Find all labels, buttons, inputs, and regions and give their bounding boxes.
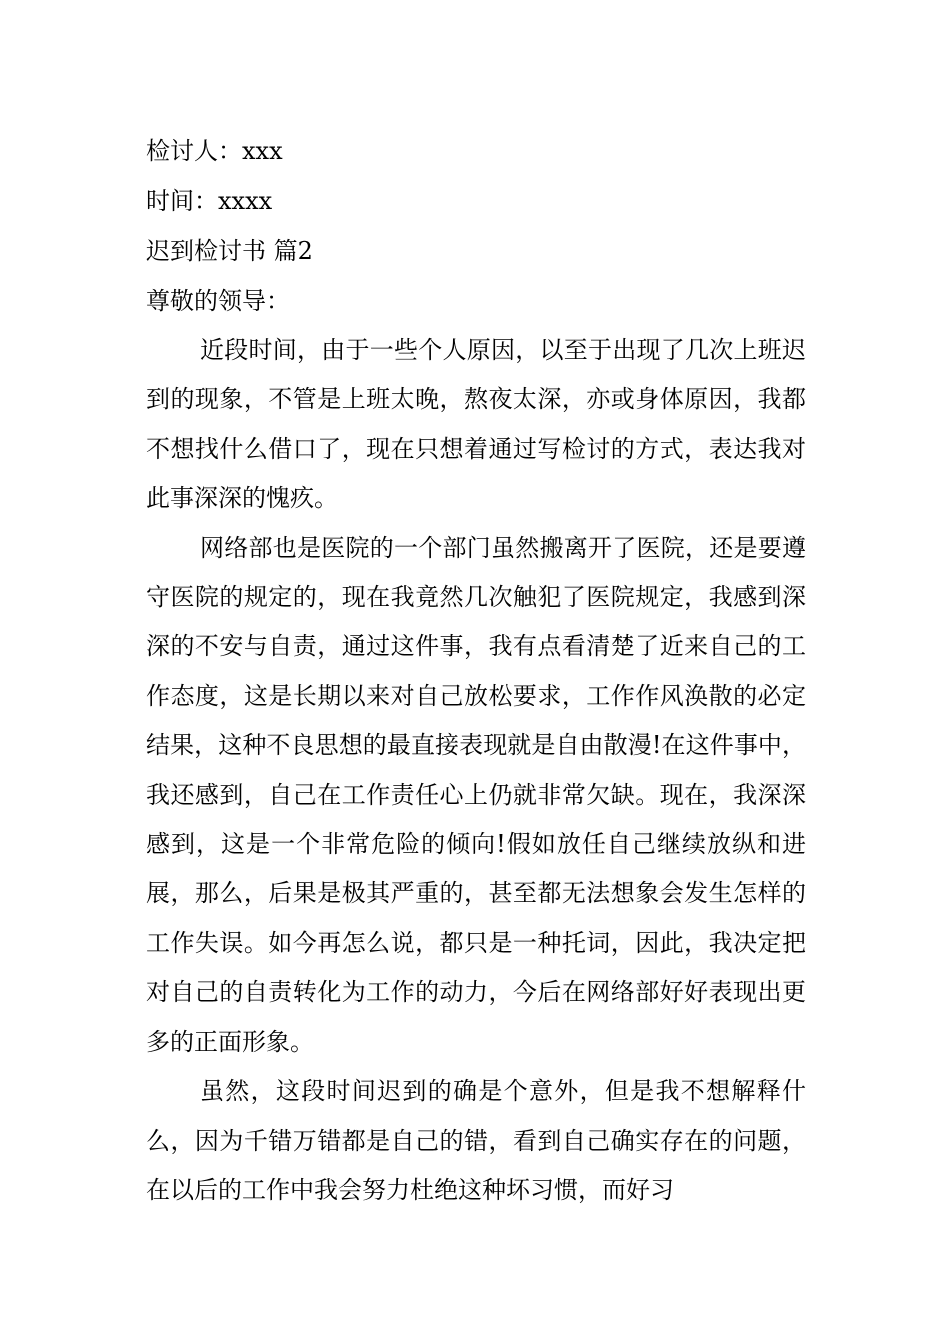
time-line: 时间：xxxx bbox=[146, 187, 273, 215]
salutation: 尊敬的领导： bbox=[146, 287, 290, 315]
reviewer-line: 检讨人：xxx bbox=[146, 137, 283, 165]
paragraph-1: 近段时间，由于一些个人原因，以至于出现了几次上班迟到的现象，不管是上班太晚，熬夜太深，亦或身体原因，我都不想找什么借口了，现在只想着通过写检讨的方式，表达我对此事深深的愧疚。 bbox=[146, 336, 806, 513]
document-title: 迟到检讨书 篇2 bbox=[146, 237, 313, 265]
paragraph-3: 虽然，这段时间迟到的确是个意外，但是我不想解释什么，因为千错万错都是自己的错，看到自己确实存在的问题，在以后的工作中我会努力杜绝这种坏习惯，而好习 bbox=[146, 1077, 806, 1204]
paragraph-2: 网络部也是医院的一个部门虽然搬离开了医院，还是要遵守医院的规定的，现在我竟然几次触犯了医院规定，我感到深深的不安与自责，通过这件事，我有点看清楚了近来自己的工作态度，这是长期以来对自己放松要求，工作作风涣散的必定结果，这种不良思想的最直接表现就是自由散漫!在这件事中，我还感到，自己在工作责任心上仍就非常欠缺。现在，我深深感到，这是一个非常危险的倾向!假如放任自己继续放纵和进展，那么，后果是极其严重的，甚至都无法想象会发生怎样的工作失误。如今再怎么说，都只是一种托词，因此，我决定把对自己的自责转化为工作的动力，今后在网络部好好表现出更多的正面形象。 bbox=[146, 533, 806, 1056]
document-body bbox=[146, 126, 806, 1215]
